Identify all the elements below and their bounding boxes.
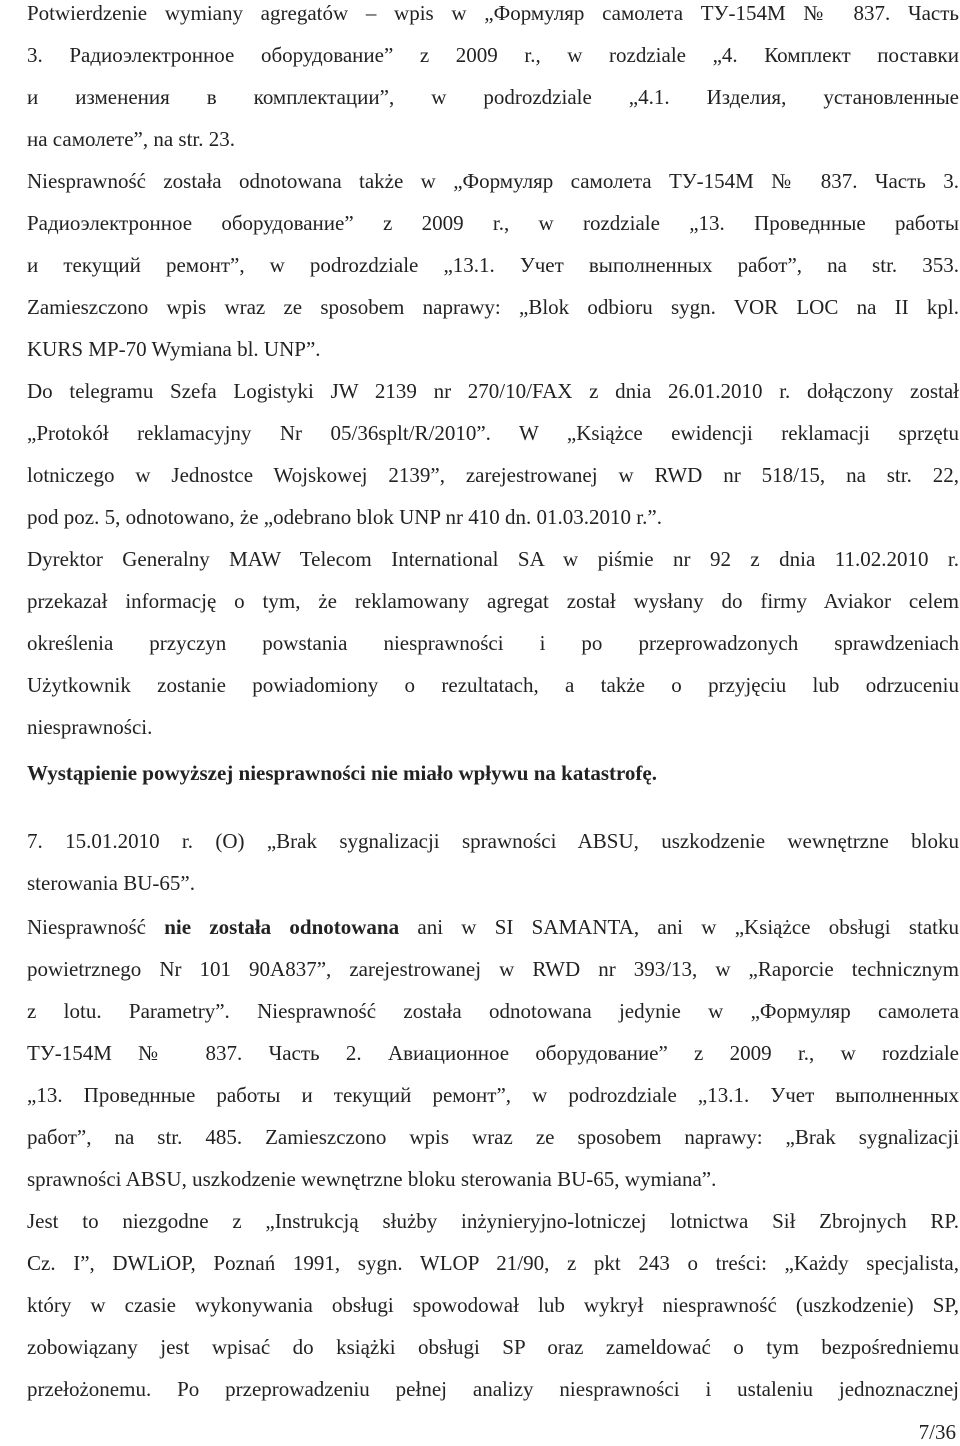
text-line: „13. Проведнные работы и текущий ремонт”, w podrozdziale „13.1. Учет выполненных: [27, 1083, 959, 1107]
text-line: Zamieszczono wpis wraz ze sposobem naprawy: „Blok odbioru sygn. VOR LOC na II kpl.: [27, 295, 959, 319]
text-line: z lotu. Parametry”. Niesprawność została odnotowana jedynie w „Формуляр самолета: [27, 999, 959, 1023]
text-line: и изменения в комплектации”, w podrozdziale „4.1. Изделия, установленные: [27, 85, 959, 109]
text-line: Użytkownik zostanie powiadomiony o rezultatach, a także o przyjęciu lub odrzuceniu: [27, 673, 959, 697]
text-line: przełożonemu. Po przeprowadzeniu pełnej analizy niesprawności i ustaleniu jednoznacznej: [27, 1377, 959, 1401]
text-line: sprawności ABSU, uszkodzenie wewnętrzne bloku sterowania BU-65, wymiana”.: [27, 1167, 717, 1191]
text-line: zobowiązany jest wpisać do książki obsługi SP oraz zameldować o tym bezpośredniemu: [27, 1335, 959, 1359]
text-line: niesprawności.: [27, 715, 153, 739]
text-line: на самолете”, na str. 23.: [27, 127, 236, 151]
text-line: Jest to niezgodne z „Instrukcją służby inżynieryjno-lotniczej lotnictwa Sił Zbrojnych RP.: [27, 1209, 959, 1233]
text-line: który w czasie wykonywania obsługi spowodował lub wykrył niesprawność (uszkodzenie) SP,: [27, 1293, 959, 1317]
list-item-line: sterowania BU-65”.: [27, 871, 195, 895]
text-line: pod poz. 5, odnotowano, że „odebrano blok UNP nr 410 dn. 01.03.2010 r.”.: [27, 505, 662, 529]
text-line: ТУ-154М № 837. Часть 2. Авиационное оборудование” z 2009 r., w rozdziale: [27, 1041, 959, 1065]
text-line: Do telegramu Szefa Logistyki JW 2139 nr 270/10/FAX z dnia 26.01.2010 r. dołączony został: [27, 379, 959, 403]
text-line: Potwierdzenie wymiany agregatów – wpis w „Формуляр самолета ТУ-154М № 837. Часть: [27, 1, 959, 25]
text-line: lotniczego w Jednostce Wojskowej 2139”, zarejestrowanej w RWD nr 518/15, na str. 22,: [27, 463, 959, 487]
text-line: przekazał informację o tym, że reklamowany agregat został wysłany do firmy Aviakor celem: [27, 589, 959, 613]
bold-span: nie została odnotowana: [164, 915, 400, 939]
text-line: Радиоэлектронное оборудование” z 2009 r., w rozdziale „13. Проведнные работы: [27, 211, 959, 235]
text-line: KURS MP-70 Wymiana bl. UNP”.: [27, 337, 321, 361]
list-item-number: 7.: [27, 829, 43, 853]
text-span: Niesprawność: [27, 915, 165, 939]
list-item-text-1: 15.01.2010 r. (O) „Brak sygnalizacji sprawności ABSU, uszkodzenie wewnętrzne bloku: [65, 829, 959, 853]
text-span: ani w SI SAMANTA, ani w „Książce obsługi statku: [399, 915, 959, 939]
conclusion-line: Wystąpienie powyższej niesprawności nie miało wpływu na katastrofę.: [27, 761, 657, 785]
text-line: 3. Радиоэлектронное оборудование” z 2009 r., w rozdziale „4. Комплект поставки: [27, 43, 959, 67]
text-line: Niesprawność została odnotowana także w „Формуляр самолета ТУ-154М № 837. Часть 3.: [27, 169, 959, 193]
text-line: określenia przyczyn powstania niesprawności i po przeprowadzonych sprawdzeniach: [27, 631, 959, 655]
text-line: работ”, na str. 485. Zamieszczono wpis wraz ze sposobem naprawy: „Brak sygnalizacji: [27, 1125, 959, 1149]
page-number: 7/36: [918, 1420, 956, 1444]
text-line: „Protokół reklamacyjny Nr 05/36splt/R/2010”. W „Książce ewidencji reklamacji sprzętu: [27, 421, 959, 445]
text-line: и текущий ремонт”, w podrozdziale „13.1. Учет выполненных работ”, na str. 353.: [27, 253, 959, 277]
list-item-line: [27, 824, 959, 858]
text-line: Cz. I”, DWLiOP, Poznań 1991, sygn. WLOP 21/90, z pkt 243 o treści: „Każdy specjalista,: [27, 1251, 959, 1275]
text-line: Dyrektor Generalny MAW Telecom International SA w piśmie nr 92 z dnia 11.02.2010 r.: [27, 547, 959, 571]
text-line: [27, 910, 959, 944]
text-line: powietrznego Nr 101 90A837”, zarejestrowanej w RWD nr 393/13, w „Raporcie technicznym: [27, 957, 959, 981]
